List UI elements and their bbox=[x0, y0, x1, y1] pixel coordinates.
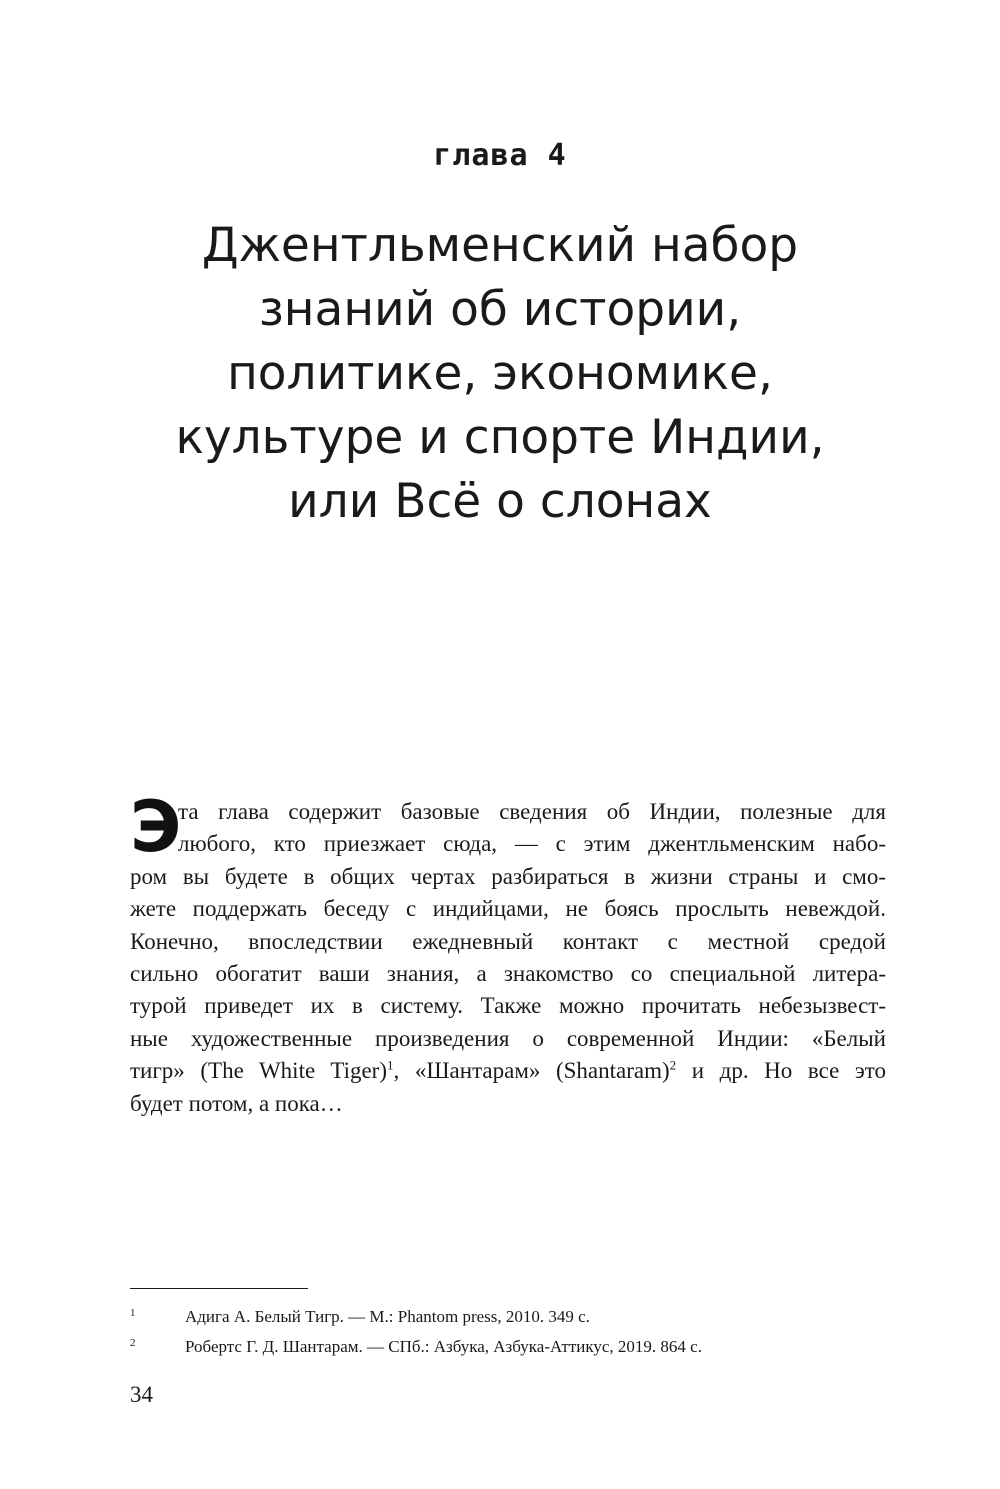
line-text: , «Шантарам» (Shantaram) bbox=[393, 1058, 670, 1084]
chapter-title-line: знаний об истории, bbox=[258, 282, 742, 337]
paragraph-line-with-refs bbox=[130, 1055, 886, 1087]
drop-cap: Э bbox=[130, 786, 182, 868]
paragraph-line: любого, кто приезжает сюда, — с этим джентльменским набо- bbox=[178, 831, 886, 857]
footnote-ref-2[interactable]: 2 bbox=[669, 1057, 677, 1073]
footnote-item bbox=[130, 1302, 890, 1332]
footnote-text: Адига А. Белый Тигр. — М.: Phantom press, 2010. 349 с. bbox=[185, 1307, 590, 1326]
footnote-text: Робертс Г. Д. Шантарам. — СПб.: Азбука, Азбука-Аттикус, 2019. 864 с. bbox=[185, 1337, 702, 1356]
paragraph-line: Конечно, впоследствии ежедневный контакт с местной средой bbox=[130, 928, 886, 954]
page-number: 34 bbox=[130, 1382, 153, 1407]
chapter-title-line: или Всё о слонах bbox=[288, 474, 712, 529]
chapter-label: глава 4 bbox=[433, 138, 567, 173]
chapter-title-line: политике, экономике, bbox=[227, 346, 773, 401]
paragraph-line: турой приведет их в систему. Также можно прочитать небезызвест- bbox=[130, 993, 886, 1019]
footnote-number: 1 bbox=[130, 1307, 136, 1319]
paragraph-line: ные художественные произведения о современной Индии: «Белый bbox=[130, 1025, 886, 1051]
paragraph-line: жете поддержать беседу с индийцами, не боясь прослыть невеждой. bbox=[130, 896, 886, 922]
footnotes bbox=[130, 1302, 890, 1362]
chapter-title-line: культуре и спорте Индии, bbox=[175, 410, 825, 465]
footnote-separator bbox=[130, 1288, 308, 1289]
footnote-ref-1[interactable]: 1 bbox=[387, 1057, 394, 1073]
paragraph-line: сильно обогатит ваши знания, а знакомство со специальной литера- bbox=[130, 961, 886, 987]
chapter-title bbox=[90, 214, 910, 534]
footnote-number: 2 bbox=[130, 1337, 136, 1349]
paragraph-line: та глава содержит базовые сведения об Индии, полезные для bbox=[178, 799, 886, 824]
line-text: и др. Но все это bbox=[676, 1058, 887, 1084]
paragraph-line: ром вы будете в общих чертах разбираться в жизни страны и смо- bbox=[130, 863, 886, 889]
paragraph-line: будет потом, а пока… bbox=[130, 1090, 343, 1116]
chapter-title-line: Джентльменский набор bbox=[201, 218, 799, 273]
chapter-body-text bbox=[130, 786, 887, 1120]
footnote-item bbox=[130, 1332, 890, 1362]
line-text: тигр» (The White Tiger) bbox=[130, 1058, 388, 1084]
